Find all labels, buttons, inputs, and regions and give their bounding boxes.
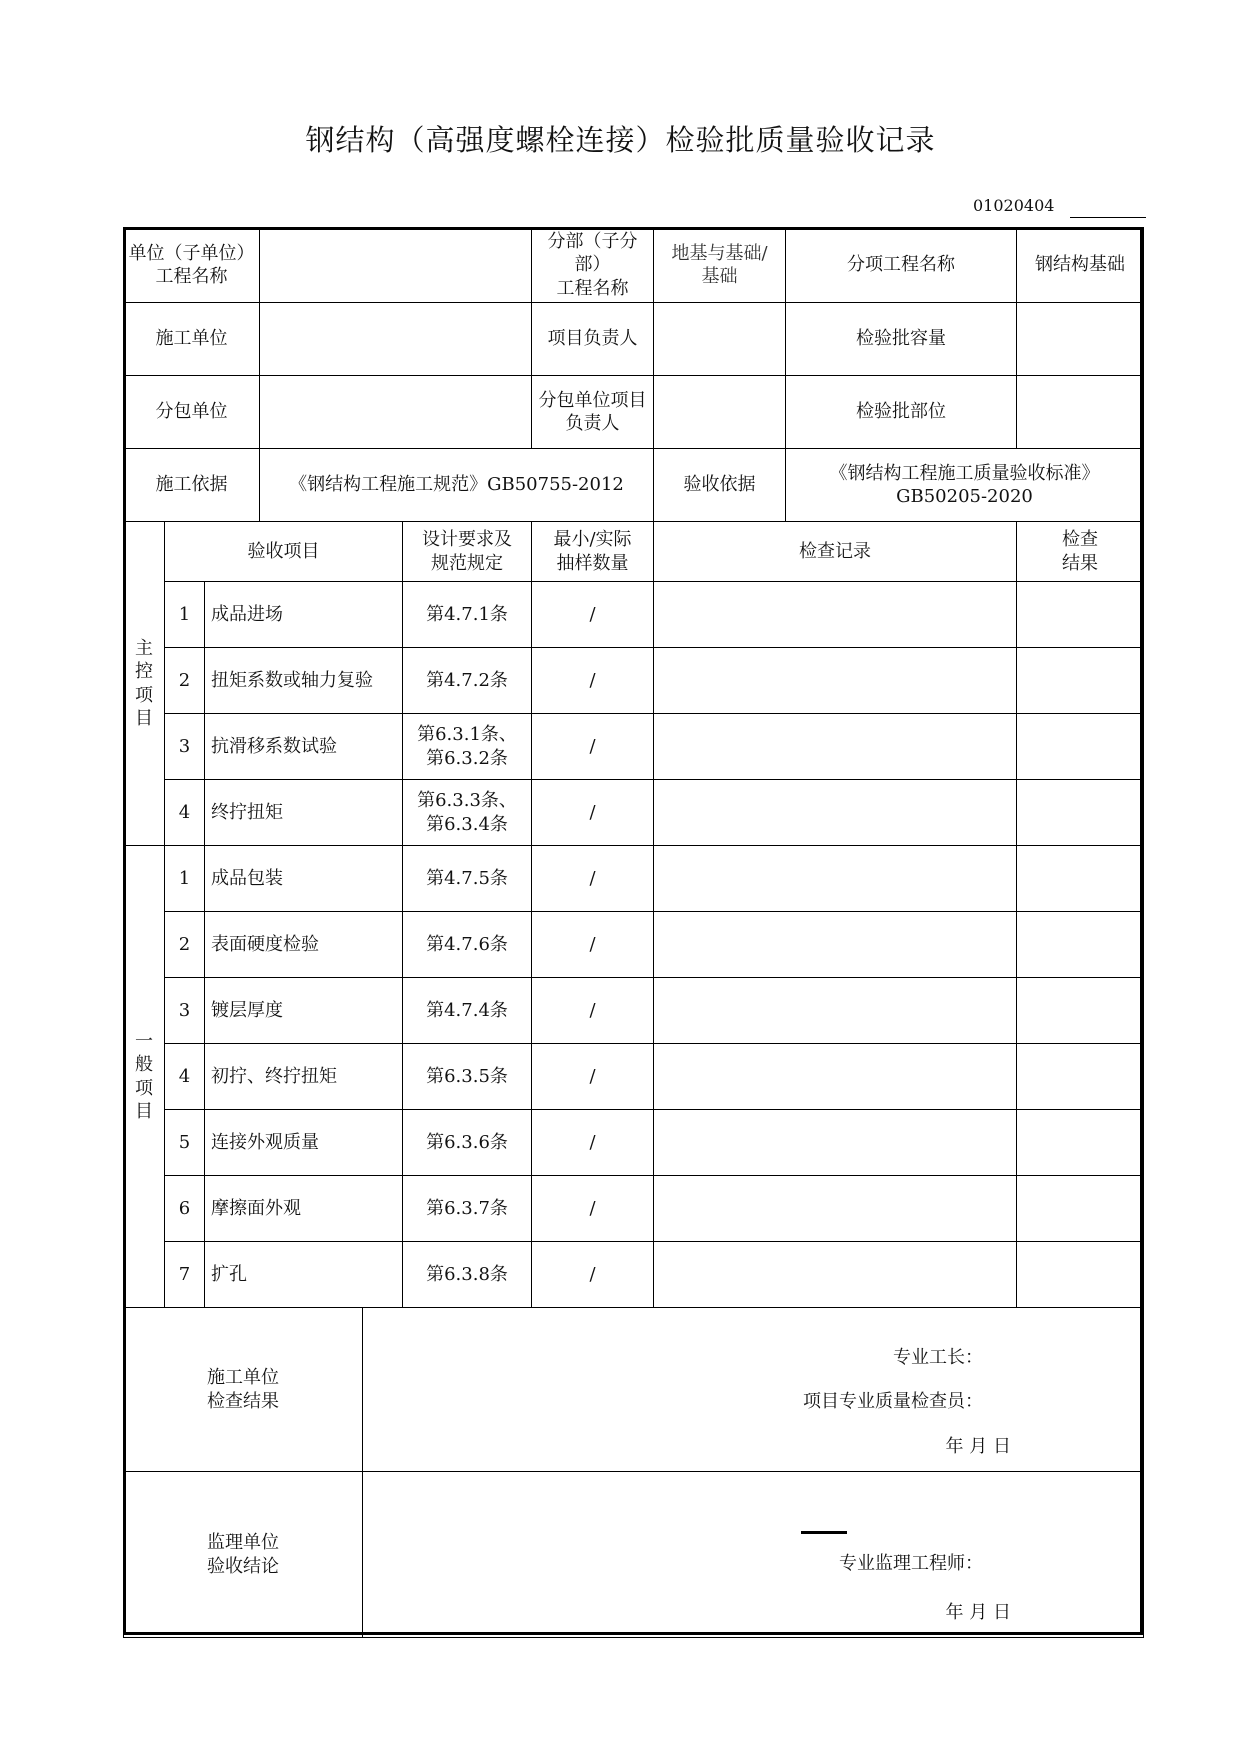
item-record[interactable] (654, 1110, 1017, 1176)
page-title: 钢结构（高强度螺栓连接）检验批质量验收记录 (305, 123, 936, 157)
item-number: 1 (165, 846, 205, 912)
supervising-engineer-label: 专业监理工程师： (839, 1553, 983, 1575)
item-requirement: 第6.3.8条 (403, 1242, 532, 1308)
sub-pm-field[interactable] (654, 376, 786, 449)
quality-inspector-label: 项目专业质量检查员： (803, 1391, 983, 1413)
item-number: 2 (165, 912, 205, 978)
contractor-field[interactable] (260, 303, 532, 376)
item-result[interactable] (1017, 780, 1144, 846)
capacity-field[interactable] (1017, 303, 1144, 376)
item-name: 抗滑移系数试验 (205, 714, 403, 780)
item-record[interactable] (654, 1044, 1017, 1110)
table-row (124, 1242, 1144, 1308)
item-result[interactable] (1017, 978, 1144, 1044)
subcontractor-field[interactable] (260, 376, 532, 449)
item-sample[interactable]: / (532, 648, 654, 714)
col-result-header: 检查 结果 (1017, 522, 1144, 582)
subcontractor-label: 分包单位 (124, 376, 260, 449)
item-number: 2 (165, 648, 205, 714)
item-sample[interactable]: / (532, 714, 654, 780)
item-result[interactable] (1017, 1176, 1144, 1242)
item-result[interactable] (1017, 1044, 1144, 1110)
item-record[interactable] (654, 582, 1017, 648)
table-row (124, 1176, 1144, 1242)
item-result[interactable] (1017, 1242, 1144, 1308)
form-code: 01020404 (973, 196, 1055, 215)
item-number: 4 (165, 1044, 205, 1110)
basis-value[interactable]: 《钢结构工程施工规范》GB50755-2012 (260, 449, 654, 522)
item-name: 表面硬度检验 (205, 912, 403, 978)
table-row (124, 978, 1144, 1044)
main-group-label: 主 控 项 目 (124, 522, 165, 846)
item-name: 成品包装 (205, 846, 403, 912)
col-item-header: 验收项目 (165, 522, 403, 582)
contractor-check-label: 施工单位 检查结果 (124, 1308, 363, 1472)
acceptance-basis-label: 验收依据 (654, 449, 786, 522)
item-record[interactable] (654, 714, 1017, 780)
division-label: 分部（子分部） 工程名称 (532, 228, 654, 303)
item-name: 摩擦面外观 (205, 1176, 403, 1242)
item-result[interactable] (1017, 714, 1144, 780)
capacity-label: 检验批容量 (786, 303, 1017, 376)
subitem-label: 分项工程名称 (786, 228, 1017, 303)
unit-name-label: 单位（子单位） 工程名称 (124, 228, 260, 303)
item-number: 3 (165, 714, 205, 780)
inspection-form (123, 227, 1143, 1635)
item-sample[interactable]: / (532, 582, 654, 648)
item-record[interactable] (654, 1242, 1017, 1308)
sub-pm-label: 分包单位项目 负责人 (532, 376, 654, 449)
item-record[interactable] (654, 912, 1017, 978)
signature-dash (801, 1531, 847, 1534)
item-record[interactable] (654, 978, 1017, 1044)
item-name: 扩孔 (205, 1242, 403, 1308)
col-requirement-header: 设计要求及 规范规定 (403, 522, 532, 582)
basis-label: 施工依据 (124, 449, 260, 522)
item-record[interactable] (654, 780, 1017, 846)
contractor-date-label: 年 月 日 (945, 1436, 1011, 1458)
item-number: 7 (165, 1242, 205, 1308)
subitem-value[interactable]: 钢结构基础 (1017, 228, 1144, 303)
contractor-label: 施工单位 (124, 303, 260, 376)
item-sample[interactable]: / (532, 1242, 654, 1308)
item-number: 4 (165, 780, 205, 846)
form-code-underline (1070, 217, 1146, 218)
supervision-label: 监理单位 验收结论 (124, 1472, 363, 1638)
item-result[interactable] (1017, 648, 1144, 714)
table-row (124, 582, 1144, 648)
item-record[interactable] (654, 846, 1017, 912)
foreman-label: 专业工长： (893, 1347, 983, 1369)
supervision-area[interactable] (363, 1472, 1144, 1638)
item-requirement: 第6.3.7条 (403, 1176, 532, 1242)
col-sample-header: 最小/实际 抽样数量 (532, 522, 654, 582)
item-result[interactable] (1017, 582, 1144, 648)
item-name: 成品进场 (205, 582, 403, 648)
table-row (124, 846, 1144, 912)
item-requirement: 第6.3.5条 (403, 1044, 532, 1110)
item-sample[interactable]: / (532, 846, 654, 912)
unit-name-field[interactable] (260, 228, 532, 303)
item-requirement: 第4.7.5条 (403, 846, 532, 912)
item-name: 初拧、终拧扭矩 (205, 1044, 403, 1110)
item-record[interactable] (654, 648, 1017, 714)
col-record-header: 检查记录 (654, 522, 1017, 582)
table-row (124, 780, 1144, 846)
item-sample[interactable]: / (532, 1044, 654, 1110)
table-row (124, 1110, 1144, 1176)
item-sample[interactable]: / (532, 1176, 654, 1242)
item-result[interactable] (1017, 1110, 1144, 1176)
location-label: 检验批部位 (786, 376, 1017, 449)
table-row (124, 912, 1144, 978)
item-sample[interactable]: / (532, 912, 654, 978)
item-number: 6 (165, 1176, 205, 1242)
item-name: 连接外观质量 (205, 1110, 403, 1176)
item-sample[interactable]: / (532, 780, 654, 846)
item-requirement: 第4.7.2条 (403, 648, 532, 714)
item-result[interactable] (1017, 846, 1144, 912)
supervision-date-label: 年 月 日 (945, 1602, 1011, 1624)
location-field[interactable] (1017, 376, 1144, 449)
item-requirement: 第6.3.6条 (403, 1110, 532, 1176)
acceptance-basis-value[interactable]: 《钢结构工程施工质量验收标准》 GB50205-2020 (786, 449, 1144, 522)
item-requirement: 第6.3.1条、 第6.3.2条 (403, 714, 532, 780)
project-manager-label: 项目负责人 (532, 303, 654, 376)
item-result[interactable] (1017, 912, 1144, 978)
item-requirement: 第4.7.1条 (403, 582, 532, 648)
table-row (124, 714, 1144, 780)
division-value[interactable]: 地基与基础/ 基础 (654, 228, 786, 303)
project-manager-field[interactable] (654, 303, 786, 376)
item-number: 5 (165, 1110, 205, 1176)
general-group-label: 一 般 项 目 (124, 846, 165, 1308)
table-row (124, 1044, 1144, 1110)
item-requirement: 第4.7.6条 (403, 912, 532, 978)
item-requirement: 第4.7.4条 (403, 978, 532, 1044)
item-sample[interactable]: / (532, 978, 654, 1044)
item-sample[interactable]: / (532, 1110, 654, 1176)
table-row (124, 648, 1144, 714)
item-number: 3 (165, 978, 205, 1044)
item-requirement: 第6.3.3条、 第6.3.4条 (403, 780, 532, 846)
contractor-check-area[interactable] (363, 1308, 1144, 1472)
item-number: 1 (165, 582, 205, 648)
item-name: 镀层厚度 (205, 978, 403, 1044)
item-name: 扭矩系数或轴力复验 (205, 648, 403, 714)
item-record[interactable] (654, 1176, 1017, 1242)
item-name: 终拧扭矩 (205, 780, 403, 846)
